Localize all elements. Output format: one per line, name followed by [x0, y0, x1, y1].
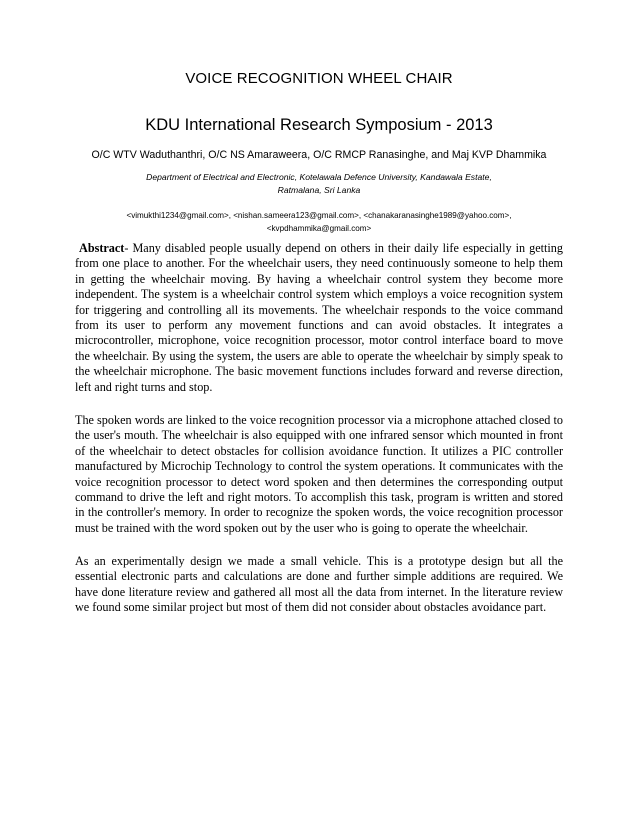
affiliation-line-2: Ratmalana, Sri Lanka	[277, 185, 361, 195]
emails-line-2: <kvpdhammika@gmail.com>	[266, 224, 372, 233]
paper-title: VOICE RECOGNITION WHEEL CHAIR	[185, 70, 453, 87]
abstract-label: Abstract	[79, 241, 125, 255]
author-emails	[70, 209, 568, 235]
author-list: O/C WTV Waduthanthri, O/C NS Amaraweera, O/C RMCP Ranasinghe, and Maj KVP Dhammika	[91, 149, 547, 161]
affiliation-line-1: Department of Electrical and Electronic, Kotelawala Defence University, Kandawala Estate,	[146, 172, 492, 182]
symposium-name: KDU International Research Symposium - 2013	[145, 116, 493, 134]
body-paragraph-3: As an experimentally design we made a small vehicle. This is a prototype design but all the essential electronic parts and calculations are done and further simple additions are required. We have done literature review and gathered all most all the data from internet. In the literature review we found some similar project but most of them did not consider about obstacles avoidance part.	[75, 554, 563, 615]
abstract-text: - Many disabled people usually depend on others in their daily life especially in getting from one place to another. For the wheelchair users, they need continuously someone to help them in getting the wheelchair moving. By having a wheelchair control system they become more independent. The system is a wheelchair control system which employs a voice recognition system for triggering and controlling all its movements. The wheelchair responds to the voice command from its user to perform any movement functions and can avoid obstacles. It integrates a microcontroller, microphone, voice recognition processor, motor control interface board to move the wheelchair. By using the system, the users are able to operate the wheelchair by simply speak to the wheelchair microphone. The basic movement functions includes forward and reverse direction, left and right turns and stop.	[75, 241, 563, 394]
affiliation	[110, 171, 528, 197]
abstract-paragraph	[75, 241, 563, 395]
body-paragraph-2: The spoken words are linked to the voice recognition processor via a microphone attached closed to the user's mouth. The wheelchair is also equipped with one infrared sensor which mounted in front of the wheelchair to detect obstacles for collision avoidance function. It utilizes a PIC controller manufactured by Microchip Technology to control the system operations. It communicates with the voice recognition processor to detect word spoken and then determines the corresponding output command to drive the left and right motors. To accomplish this task, program is written and stored in the controller's memory. In order to recognize the spoken words, the voice recognition processor must be trained with the word spoken out by the user who is going to operate the wheelchair.	[75, 413, 563, 535]
emails-line-1: <vimukthi1234@gmail.com>, <nishan.sameera123@gmail.com>, <chanakaranasinghe1989@yahoo.com>,	[126, 211, 512, 220]
